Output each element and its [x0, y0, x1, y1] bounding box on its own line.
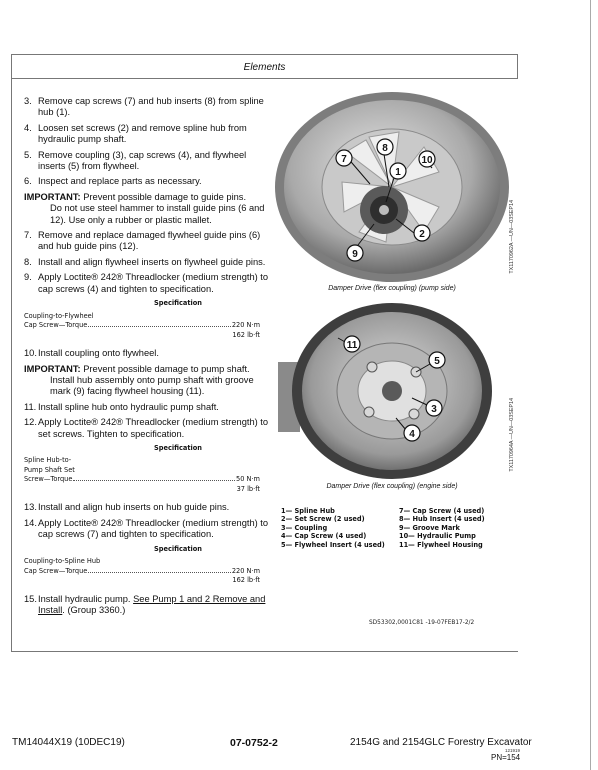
spec-row: [24, 321, 260, 331]
figure-damper-drive-engine-side: [276, 302, 508, 480]
step-text: Remove and replace damaged flywheel guide pins (6) and hub guide pins (12).: [38, 230, 261, 252]
step-4: [24, 123, 272, 146]
step-8: [24, 257, 272, 268]
figure-2-id: TX1170964A —UN—03SEP14: [509, 398, 515, 472]
step-9: [24, 272, 272, 295]
spec-label: Cap Screw—Torque: [24, 566, 88, 575]
legend-item: 10— Hydraulic Pump: [399, 532, 476, 541]
header-frame-top: [11, 54, 518, 55]
spec-label: Screw—Torque: [24, 475, 73, 484]
procedure-text: [24, 96, 272, 620]
step-number: 4.: [24, 122, 32, 133]
step-number: 5.: [24, 149, 32, 160]
callout-number: 1: [395, 167, 401, 178]
section-frame-bottom: [11, 651, 518, 652]
callout-number: 11: [346, 340, 358, 351]
step-number: 7.: [24, 230, 32, 241]
spec-label: Cap Screw—Torque: [24, 321, 88, 330]
step-3: [24, 96, 272, 119]
important-label: IMPORTANT:: [24, 191, 81, 202]
step-text: [38, 594, 272, 617]
specification-coupling-to-spline-hub: [24, 545, 272, 586]
legend-item: 1— Spline Hub: [281, 507, 335, 515]
legend-item: 7— Cap Screw (4 used): [399, 507, 485, 515]
callout-number: 7: [341, 154, 347, 165]
step-text: Apply Loctite® 242® Threadlocker (medium strength) to set screws. Tighten to specification.: [38, 417, 269, 439]
step-5: [24, 150, 272, 173]
legend-item: 4— Cap Screw (4 used): [281, 532, 367, 541]
step-number: 12.: [24, 417, 37, 428]
section-header-title: Elements: [243, 62, 286, 73]
spec-item: Pump Shaft Set: [24, 465, 75, 474]
step-number: 14.: [24, 517, 37, 528]
spec-item: Spline Hub-to-: [24, 456, 72, 465]
header-frame-bottom: [11, 78, 518, 79]
callout-number: 10: [421, 155, 433, 166]
legend-item: 8— Hub Insert (4 used): [399, 515, 485, 524]
legend-item: 3— Coupling: [281, 523, 328, 532]
figure-1-caption: Damper Drive (flex coupling) (pump side): [328, 285, 456, 292]
step-text: Install and align hub inserts on hub guide pins.: [38, 502, 230, 513]
step-14: [24, 518, 272, 541]
callout-number: 5: [434, 356, 440, 367]
step-text: Apply Loctite® 242® Threadlocker (medium strength) to cap screws (4) and tighten to specification.: [38, 272, 269, 294]
spec-leader-dots: [73, 480, 235, 481]
spec-value: 50 N·m: [236, 475, 260, 484]
step-text-pre: Install hydraulic pump.: [38, 593, 131, 604]
callout-number: 4: [409, 429, 415, 440]
step-number: 9.: [24, 272, 32, 283]
step-number: 15.: [24, 593, 37, 604]
legend-item: 2— Set Screw (2 used): [281, 515, 365, 524]
section-frame-left: [11, 54, 12, 652]
legend-item: 11— Flywheel Housing: [399, 540, 483, 549]
callout-number: 2: [419, 229, 425, 240]
spec-value-alt: 37 lb·ft: [236, 484, 260, 493]
specification-spline-hub-set-screw: [24, 444, 272, 495]
spec-value-alt: 162 lb·ft: [232, 576, 260, 585]
spec-heading: Specification: [154, 443, 202, 452]
important-note-guide-pins: [24, 192, 272, 226]
callout-number: 8: [382, 143, 388, 154]
page-edge: [590, 0, 591, 770]
step-number: 11.: [24, 401, 37, 412]
step-7: [24, 230, 272, 253]
important-first-line: Prevent possible damage to pump shaft.: [83, 363, 250, 374]
step-13: [24, 502, 272, 513]
step-number: 10.: [24, 348, 37, 359]
step-10: [24, 348, 272, 359]
spec-leader-dots: [88, 326, 231, 327]
footer-date-code: 121919: [505, 748, 521, 753]
step-text: Loosen set screws (2) and remove spline hub from hydraulic pump shaft.: [38, 122, 247, 145]
step-text: Remove cap screws (7) and hub inserts (8) from spline hub (1).: [38, 96, 264, 118]
step-15: [24, 594, 272, 617]
step-number: 13.: [24, 502, 37, 513]
spec-value: 220 N·m: [231, 566, 260, 575]
step-number: 6.: [24, 176, 32, 187]
important-body: Install hub assembly onto pump shaft with groove mark (9) facing flywheel housing (11).: [50, 374, 254, 397]
spec-item: Coupling-to-Spline Hub: [24, 557, 101, 566]
step-text-post: . (Group 3360.): [62, 605, 126, 616]
footer-pn: PN=154: [491, 753, 521, 762]
footer-model: 2154G and 2154GLC Forestry Excavator: [350, 737, 532, 748]
legend-item: 5— Flywheel Insert (4 used): [281, 540, 385, 549]
figure-2-caption: Damper Drive (flex coupling) (engine side): [326, 483, 458, 490]
spec-item: Coupling-to-Flywheel: [24, 311, 94, 320]
damper-drive-pump-side-photo: [274, 92, 510, 288]
step-number: 3.: [24, 96, 32, 106]
step-text: Apply Loctite® 242® Threadlocker (medium strength) to cap screws (7) and tighten to specification.: [38, 517, 269, 540]
step-12: [24, 417, 272, 440]
important-label: IMPORTANT:: [24, 363, 81, 374]
document-reference: SD53302,0001C81 -19-07FEB17-2/2: [369, 620, 475, 626]
step-text: Install coupling onto flywheel.: [38, 348, 159, 359]
step-text: Install spline hub onto hydraulic pump shaft.: [38, 401, 219, 412]
footer-manual-number: TM14044X19 (10DEC19): [12, 737, 125, 748]
step-text: Install and align flywheel inserts on flywheel guide pins.: [38, 256, 266, 267]
step-11: [24, 402, 272, 413]
header-frame-right: [517, 54, 518, 78]
spec-heading: Specification: [154, 299, 202, 308]
step-number: 8.: [24, 256, 32, 267]
spec-row: [24, 475, 260, 485]
important-first-line: Prevent possible damage to guide pins.: [83, 191, 247, 202]
spec-leader-dots: [88, 572, 231, 573]
spec-row: [24, 567, 260, 577]
step-text: Inspect and replace parts as necessary.: [38, 176, 202, 187]
important-note-pump-shaft: [24, 364, 272, 398]
figure-legend: [281, 507, 511, 549]
figure-damper-drive-pump-side: [274, 92, 510, 288]
important-body: Do not use steel hammer to install guide pins (6 and 12). Use only a rubber or plastic mallet.: [50, 203, 265, 225]
step-6: [24, 176, 272, 187]
footer-page-number: 07-0752-2: [230, 737, 278, 749]
step-text: Remove coupling (3), cap screws (4), and flywheel inserts (5) from flywheel.: [38, 149, 247, 172]
figure-1-id: TX1170962A —UN—03SEP14: [509, 200, 515, 274]
pump-remove-install-link[interactable]: See Pump 1 and 2 Remove and Install: [38, 593, 266, 616]
callout-10: [419, 151, 435, 168]
specification-coupling-to-flywheel: [24, 299, 272, 340]
legend-item: 9— Groove Mark: [399, 523, 460, 532]
damper-drive-engine-side-photo: [276, 302, 508, 480]
callout-number: 9: [352, 249, 358, 260]
spec-heading: Specification: [154, 544, 202, 553]
spec-value-alt: 162 lb·ft: [232, 330, 260, 339]
spec-value: 220 N·m: [231, 321, 260, 330]
callout-number: 3: [431, 404, 437, 415]
